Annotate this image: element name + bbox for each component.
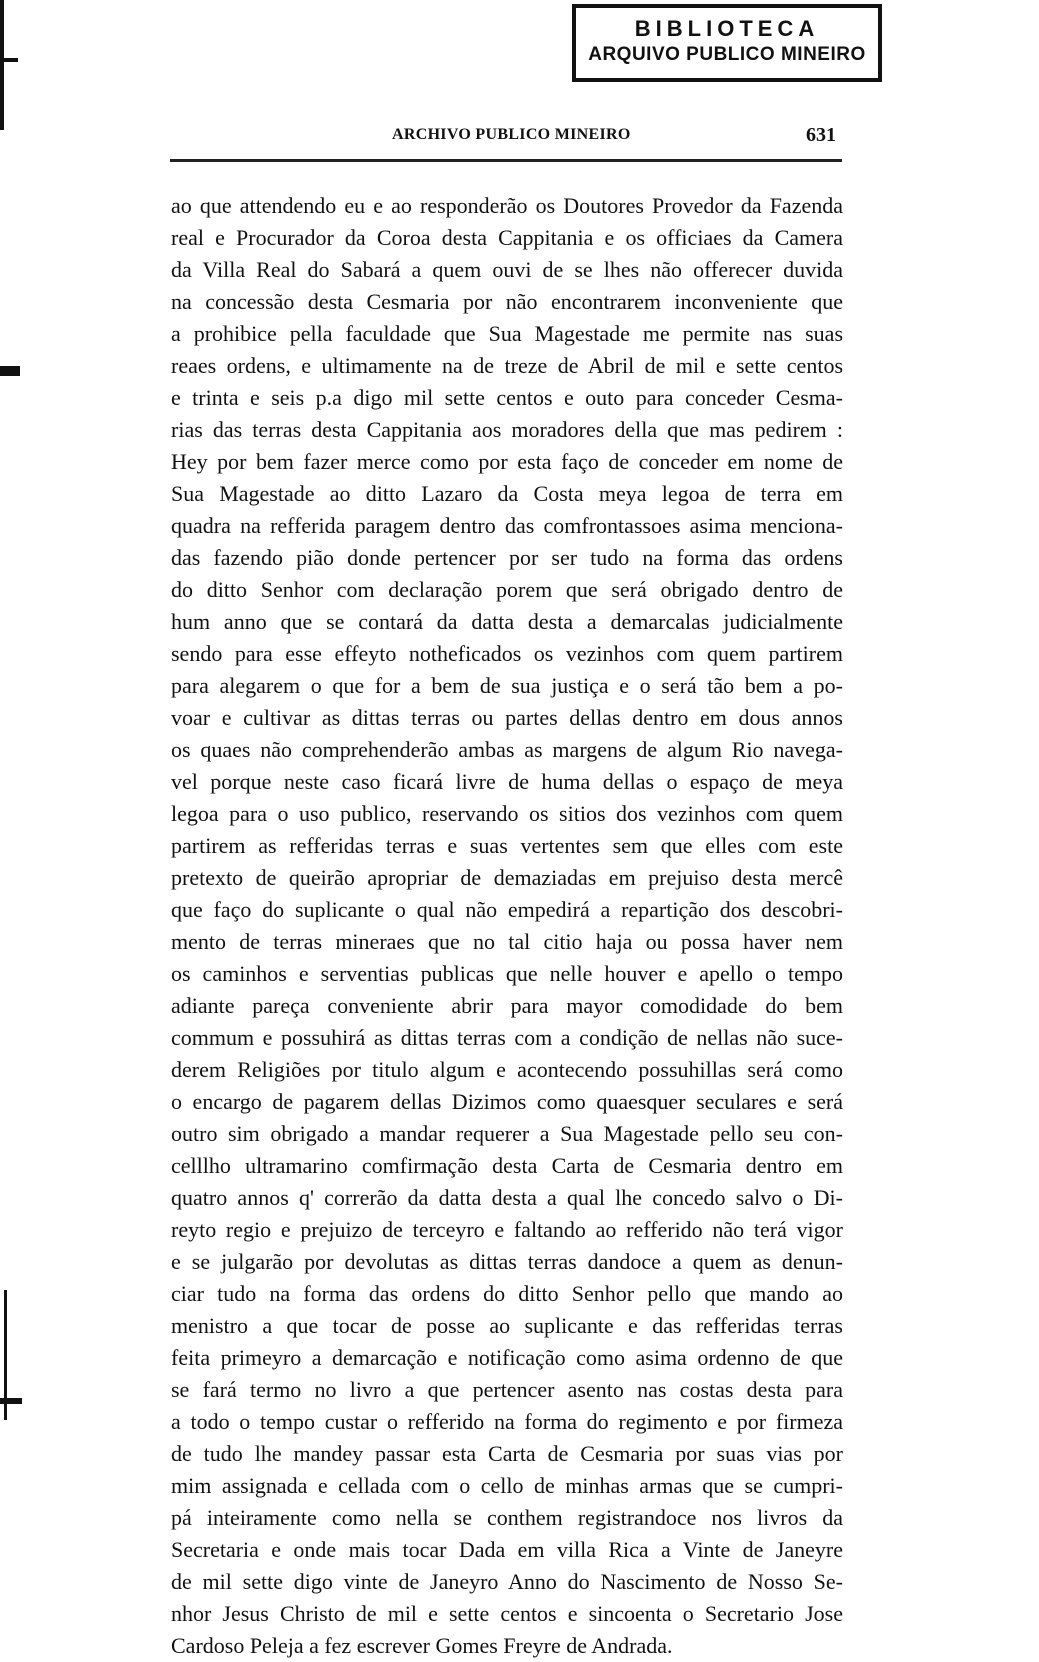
text-line: rias das terras desta Cappitania aos moradores della que mas pedirem : <box>171 417 843 442</box>
document-body <box>171 190 843 1662</box>
text-line: hum anno que se contará da datta desta a demarcalas judicialmente <box>171 609 843 634</box>
text-line: pá inteiramente como nella se conthem registrandoce nos livros da <box>171 1505 843 1530</box>
scan-margin-mark <box>0 1398 22 1404</box>
header-rule <box>170 159 842 162</box>
text-line: outro sim obrigado a mandar requerer a Sua Magestade pello seu con- <box>171 1121 843 1146</box>
scan-margin-mark <box>0 58 18 62</box>
text-line: nhor Jesus Christo de mil e sette centos e sincoenta o Secretario Jose <box>171 1601 843 1626</box>
text-line: de mil sette digo vinte de Janeyro Anno do Nascimento de Nosso Se- <box>171 1569 843 1594</box>
text-line: do ditto Senhor com declaração porem que será obrigado dentro de <box>171 577 843 602</box>
text-line: o encargo de pagarem dellas Dizimos como quaesquer seculares e será <box>171 1089 843 1114</box>
text-line: das fazendo pião donde pertencer por ser tudo na forma das ordens <box>171 545 843 570</box>
text-line: quadra na refferida paragem dentro das comfrontassoes asima menciona- <box>171 513 843 538</box>
text-line: Hey por bem fazer merce como por esta faço de conceder em nome de <box>171 449 843 474</box>
text-line: menistro a que tocar de posse ao suplicante e das refferidas terras <box>171 1313 843 1338</box>
text-line: Cardoso Peleja a fez escrever Gomes Freyre de Andrada. <box>171 1633 673 1658</box>
text-line: ciar tudo na forma das ordens do ditto Senhor pello que mando ao <box>171 1281 843 1306</box>
text-line: de tudo lhe mandey passar esta Carta de Cesmaria por suas vias por <box>171 1441 843 1466</box>
scan-margin-mark <box>0 366 20 376</box>
text-line: a prohibice pella faculdade que Sua Magestade me permite nas suas <box>171 321 843 346</box>
stamp-line-1: BIBLIOTECA <box>634 16 820 41</box>
library-stamp <box>572 4 882 82</box>
text-line: pretexto de queirão apropriar de demaziadas em prejuiso desta mercê <box>171 865 843 890</box>
text-line: feita primeyro a demarcação e notificação como asima ordenno de que <box>171 1345 843 1370</box>
text-line: Secretaria e onde mais tocar Dada em villa Rica a Vinte de Janeyre <box>171 1537 843 1562</box>
text-line: os caminhos e serventias publicas que nelle houver e apello o tempo <box>171 961 843 986</box>
text-line: que faço do suplicante o qual não empedirá a repartição dos descobri- <box>171 897 843 922</box>
text-line: voar e cultivar as dittas terras ou partes dellas dentro em dous annos <box>171 705 843 730</box>
stamp-line-2: ARQUIVO PUBLICO MINEIRO <box>588 44 866 65</box>
text-line: e se julgarão por devolutas as dittas terras dandoce a quem as denun- <box>171 1249 843 1274</box>
text-line: partirem as refferidas terras e suas vertentes sem que elles com este <box>171 833 843 858</box>
header-title: ARCHIVO PUBLICO MINEIRO <box>392 126 631 143</box>
text-line: da Villa Real do Sabará a quem ouvi de se lhes não offerecer duvida <box>171 257 843 282</box>
text-line: vel porque neste caso ficará livre de huma dellas o espaço de meya <box>171 769 843 794</box>
text-line: Sua Magestade ao ditto Lazaro da Costa meya legoa de terra em <box>171 481 843 506</box>
text-line: a todo o tempo custar o refferido na forma do regimento e por firmeza <box>171 1409 843 1434</box>
text-line: celllho ultramarino comfirmação desta Carta de Cesmaria dentro em <box>171 1153 843 1178</box>
text-line: mento de terras mineraes que no tal citio haja ou possa haver nem <box>171 929 843 954</box>
text-line: commum e possuhirá as dittas terras com a condição de nellas não suce- <box>171 1025 843 1050</box>
text-line: mim assignada e cellada com o cello de minhas armas que se cumpri- <box>171 1473 843 1498</box>
text-line: sendo para esse effeyto notheficados os vezinhos com quem partirem <box>171 641 843 666</box>
scan-margin-mark <box>0 0 4 130</box>
text-line: legoa para o uso publico, reservando os sitios dos vezinhos com quem <box>171 801 843 826</box>
text-line: real e Procurador da Coroa desta Cappitania e os officiaes da Camera <box>171 225 843 250</box>
text-line: e trinta e seis p.a digo mil sette centos e outo para conceder Cesma- <box>171 385 843 410</box>
text-line: derem Religiões por titulo algum e acontecendo possuhillas será como <box>171 1057 843 1082</box>
text-line: quatro annos q' correrão da datta desta a qual lhe concedo salvo o Di- <box>171 1185 843 1210</box>
text-line: adiante pareça conveniente abrir para mayor comodidade do bem <box>171 993 843 1018</box>
text-line: reyto regio e prejuizo de terceyro e faltando ao refferido não terá vigor <box>171 1217 843 1242</box>
text-line: na concessão desta Cesmaria por não encontrarem inconveniente que <box>171 289 843 314</box>
text-line: os quaes não comprehenderão ambas as margens de algum Rio navega- <box>171 737 843 762</box>
page-number: 631 <box>806 124 836 146</box>
text-line: para alegarem o que for a bem de sua justiça e o será tão bem a po- <box>171 673 843 698</box>
text-line: reaes ordens, e ultimamente na de treze de Abril de mil e sette centos <box>171 353 843 378</box>
text-line: ao que attendendo eu e ao responderão os Doutores Provedor da Fazenda <box>171 193 843 218</box>
running-header <box>170 126 842 156</box>
text-line: se fará termo no livro a que pertencer asento nas costas desta para <box>171 1377 843 1402</box>
